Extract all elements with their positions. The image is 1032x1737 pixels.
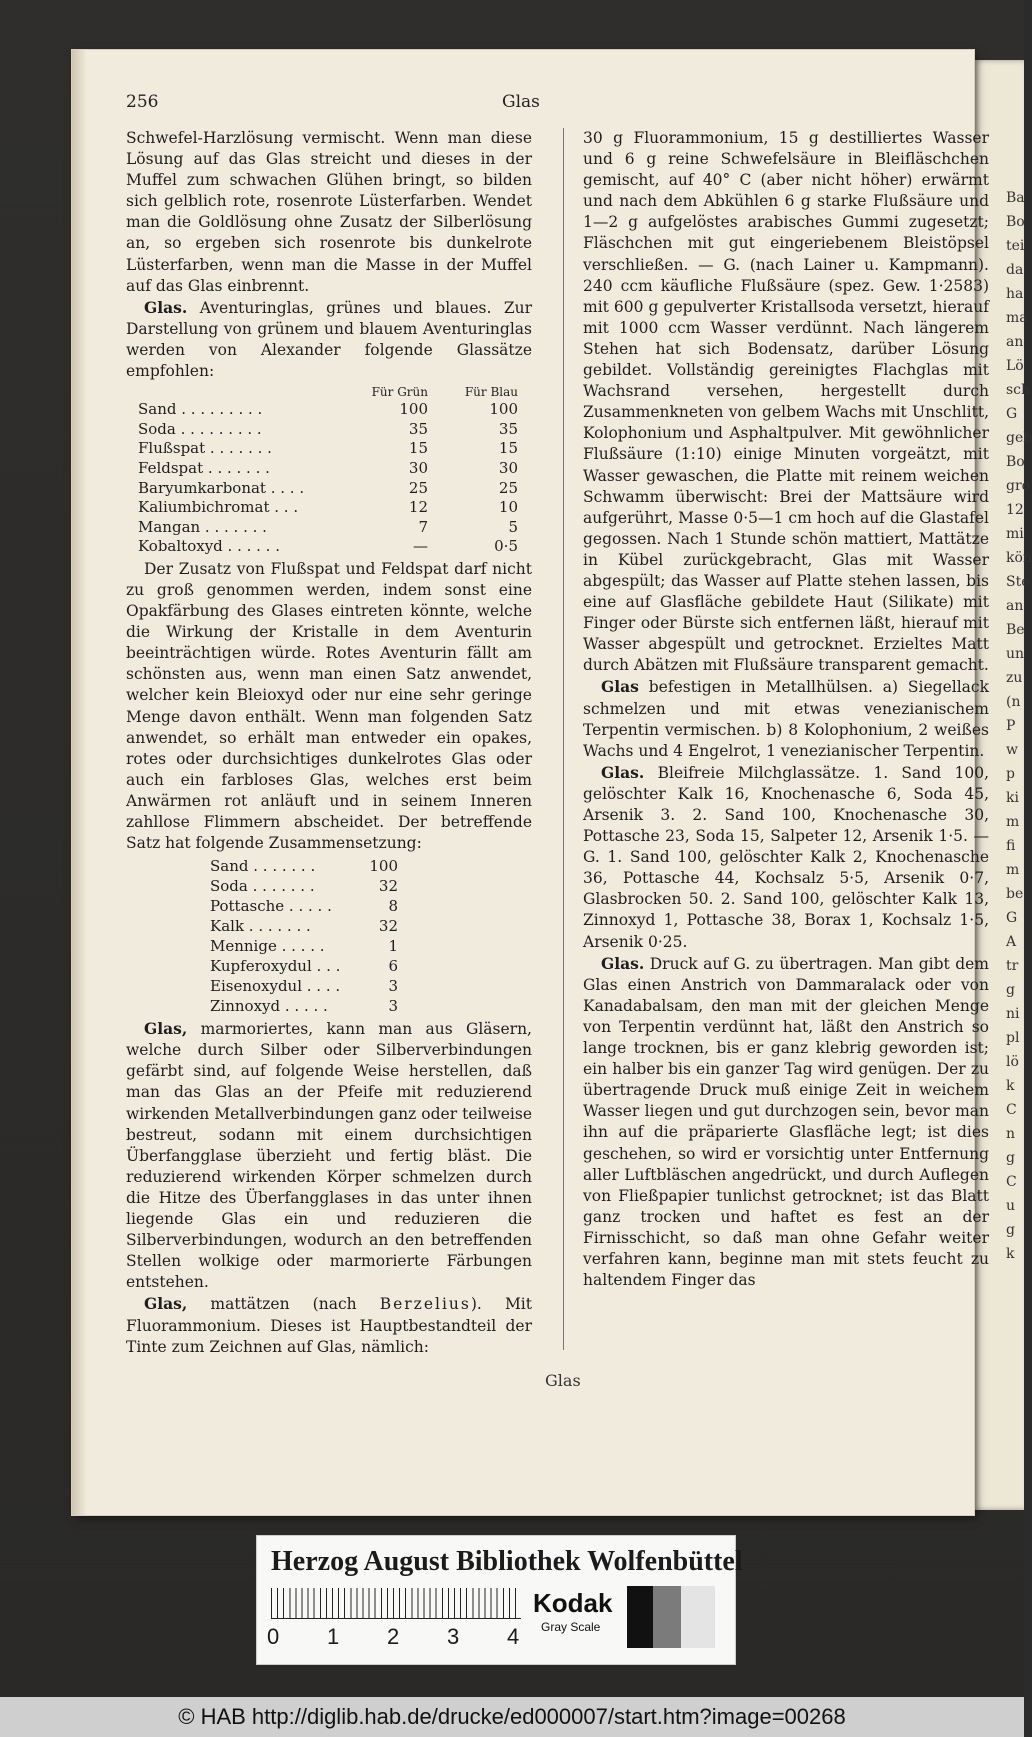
next-page-text-fragment: zu bbox=[1006, 670, 1023, 686]
recipe-row bbox=[138, 479, 518, 499]
next-page-text-fragment: C bbox=[1006, 1174, 1017, 1190]
value-blue: 25 bbox=[498, 478, 518, 497]
left-paragraph-4 bbox=[126, 1018, 532, 1293]
copyright-bar bbox=[0, 1697, 1024, 1737]
red-aventurin-recipe-table bbox=[210, 856, 398, 1016]
next-page-text-fragment: m bbox=[1006, 862, 1020, 878]
recipe-row bbox=[138, 459, 518, 479]
next-page-text-fragment: G bbox=[1006, 406, 1018, 422]
next-page-text-fragment: lö bbox=[1006, 1054, 1019, 1070]
ingredient-amount: 100 bbox=[369, 857, 398, 876]
next-page-text-fragment: G bbox=[1006, 910, 1018, 926]
next-page-text-fragment: un bbox=[1006, 646, 1025, 662]
next-page-text-fragment: g bbox=[1006, 1222, 1015, 1238]
light-swatch bbox=[681, 1586, 715, 1648]
kodak-logo: Kodak bbox=[533, 1588, 613, 1618]
next-page-text-fragment: u bbox=[1006, 1198, 1016, 1214]
color-reference-card bbox=[256, 1535, 743, 1665]
next-page-text-fragment: ha bbox=[1006, 286, 1024, 302]
right-paragraph-2 bbox=[583, 676, 989, 761]
ingredient-name: Mangan . . . . . . . bbox=[138, 517, 267, 536]
ingredient-name: Kupferoxydul . . . bbox=[210, 957, 341, 976]
value-blue: 5 bbox=[508, 517, 518, 536]
next-page-text-fragment: k bbox=[1006, 1246, 1015, 1262]
running-title: Glas bbox=[502, 92, 540, 112]
recipe-row bbox=[210, 856, 398, 876]
next-page-text-fragment: P bbox=[1006, 718, 1016, 734]
recipe-row bbox=[210, 936, 398, 956]
next-page-text-fragment: pl bbox=[1006, 1030, 1020, 1046]
next-page-text-fragment: sch bbox=[1006, 382, 1031, 398]
next-page-text-fragment: Bo bbox=[1006, 454, 1025, 470]
ingredient-name: Kaliumbichromat . . . bbox=[138, 498, 299, 517]
entry-head: Glas. bbox=[601, 953, 645, 973]
value-green: 30 bbox=[408, 458, 428, 477]
entry-text: mattätzen (nach bbox=[187, 1295, 380, 1314]
entry-head: Glas. bbox=[601, 762, 645, 782]
entry-text: marmoriertes, kann man aus Gläsern, welche durch Silber oder Silberverbindungen gefärbt sind, auf folgende Weise herstellen, daß man das Glas an der Pfeife mit reduzierend wirkenden Metallverbindungen ganz oder teilweise bestreut, sodann mit einem durchsichtigen Überfangglase überzieht und fertig bläst. Die reduzierend wirkenden Körper schmelzen durch die Hitze des Überfangglases in das unter ihnen liegende Glas ein und reduzieren die Silberverbindungen, wodurch an den betreffenden Stellen wolkige oder marmorierte Färbungen entstehen. bbox=[126, 1020, 532, 1292]
right-column bbox=[583, 128, 989, 1358]
ingredient-name: Feldspat . . . . . . . bbox=[138, 458, 270, 477]
ruler-number: 1 bbox=[327, 1624, 340, 1649]
next-page-text-fragment: kön bbox=[1006, 550, 1032, 566]
value-green: — bbox=[413, 537, 428, 556]
entry-head: Glas, bbox=[144, 1294, 188, 1314]
ingredient-amount: 1 bbox=[388, 937, 398, 956]
value-green: 35 bbox=[408, 419, 428, 438]
entry-head: Glas. bbox=[144, 297, 188, 317]
next-page-text-fragment: n bbox=[1006, 1126, 1016, 1142]
ingredient-name: Sand . . . . . . . . . bbox=[138, 400, 263, 419]
next-page-text-fragment: be bbox=[1006, 886, 1024, 902]
left-paragraph-2 bbox=[126, 297, 532, 382]
entry-head: Glas, bbox=[144, 1019, 188, 1039]
next-page-text-fragment: Be bbox=[1006, 622, 1025, 638]
next-page-text-fragment: fi bbox=[1006, 838, 1016, 854]
next-page-text-fragment: g bbox=[1006, 982, 1015, 998]
value-green: 100 bbox=[399, 400, 428, 419]
recipe-row bbox=[210, 916, 398, 936]
next-page-text-fragment: g bbox=[1006, 1150, 1015, 1166]
ingredient-name: Pottasche . . . . . bbox=[210, 897, 332, 916]
ingredient-name: Sand . . . . . . . bbox=[210, 857, 316, 876]
next-page-text-fragment: ma bbox=[1006, 310, 1028, 326]
next-page-text-fragment: ni bbox=[1006, 1006, 1020, 1022]
author-name: Berzelius bbox=[379, 1295, 471, 1314]
next-page-text-fragment: an bbox=[1006, 598, 1024, 614]
ingredient-name: Baryumkarbonat . . . . bbox=[138, 478, 305, 497]
aventurin-recipe-table bbox=[138, 384, 518, 557]
page-number: 256 bbox=[126, 92, 159, 112]
next-page-text-fragment: 12 bbox=[1006, 502, 1024, 518]
library-name: Herzog August Bibliothek Wolfenbüttel bbox=[271, 1546, 743, 1577]
next-page-text-fragment: tei bbox=[1006, 238, 1025, 254]
recipe-row bbox=[138, 439, 518, 459]
black-swatch bbox=[627, 1586, 653, 1648]
ingredient-amount: 6 bbox=[388, 957, 398, 976]
ruler-number: 2 bbox=[387, 1624, 400, 1649]
column-divider bbox=[563, 128, 564, 1350]
gray-swatch bbox=[653, 1586, 681, 1648]
next-page-text-fragment: m bbox=[1006, 814, 1020, 830]
next-page-text-fragment: Bo bbox=[1006, 214, 1025, 230]
next-page-text-fragment: Lö bbox=[1006, 358, 1024, 374]
next-page-text-fragment: ki bbox=[1006, 790, 1019, 806]
value-blue: 35 bbox=[498, 419, 518, 438]
recipe-row bbox=[210, 876, 398, 896]
ingredient-name: Mennige . . . . . bbox=[210, 937, 325, 956]
ruler-numbers bbox=[267, 1624, 527, 1654]
right-paragraph-4 bbox=[583, 953, 989, 1292]
value-green: 7 bbox=[418, 517, 428, 536]
recipe-row bbox=[210, 996, 398, 1016]
recipe-row bbox=[138, 537, 518, 557]
next-page-text-fragment: gro bbox=[1006, 478, 1031, 494]
recipe-row bbox=[210, 956, 398, 976]
recipe-row bbox=[210, 976, 398, 996]
next-page-text-fragment: A bbox=[1006, 934, 1017, 950]
recipe-row bbox=[138, 518, 518, 538]
next-page-text-fragment: (n bbox=[1006, 694, 1021, 710]
entry-text: Druck auf G. zu übertragen. Man gibt dem Glas einen Anstrich von Dammaralack oder von Kanadabalsam, den man mit der gleichen Menge von Terpentin verdünnt hat, läßt den Anstrich so lange trocknen, bis er ganz klebrig geworden ist; ein halber bis ein ganzer Tag wird genügen. Der zu übertragende Druck muß einige Zeit in weichem Wasser liegen und gut durchzogen sein, bevor man ihn auf die präparierte Glasfläche legt; ist dies geschehen, so wird er vorsichtig unter Entfernung aller Luftbläschen angedrückt, und durch Auflegen von Fließpapier tunlichst getrocknet; ist das Blatt ganz trocken und haftet es fest an der Firnisschicht, so daß man ohne Gefahr weiter verfahren kann, beginne man mit stets feucht zu haltendem Finger das bbox=[583, 954, 989, 1290]
recipe-row bbox=[138, 420, 518, 440]
copyright-link[interactable]: © HAB http://diglib.hab.de/drucke/ed000007/start.htm?image=00268 bbox=[178, 1704, 846, 1729]
recipe-row bbox=[138, 498, 518, 518]
left-column bbox=[126, 128, 532, 1358]
value-blue: 10 bbox=[498, 498, 518, 517]
entry-head: Glas bbox=[601, 677, 639, 697]
footer-title: Glas bbox=[545, 1371, 581, 1390]
entry-text: Aventuringlas, grünes und blaues. Zur Darstellung von grünem und blauem Aventuringlas werden von Alexander folgende Glassätze empfohlen: bbox=[126, 298, 532, 381]
ingredient-name: Eisenoxydul . . . . bbox=[210, 977, 341, 996]
recipe-row bbox=[138, 400, 518, 420]
ruler bbox=[271, 1588, 521, 1619]
ingredient-name: Kobaltoxyd . . . . . . bbox=[138, 537, 280, 556]
entry-text: befestigen in Metallhülsen. a) Siegellack schmelzen und mit etwas venezianischem Terpentin vermischen. b) 8 Kolophonium, 2 weißes Wachs und 4 Engelrot, 1 venezianischer Terpentin. bbox=[583, 678, 989, 760]
column-header-blue: Für Blau bbox=[464, 385, 518, 400]
ingredient-amount: 3 bbox=[388, 977, 398, 996]
next-page-text-fragment: w bbox=[1006, 742, 1018, 758]
next-page-text-fragment: tr bbox=[1006, 958, 1019, 974]
value-green: 12 bbox=[408, 498, 428, 517]
next-page-text-fragment: da bbox=[1006, 262, 1024, 278]
column-header-green: Für Grün bbox=[371, 385, 428, 400]
entry-text: Bleifreie Milchglassätze. 1. Sand 100, gelöschter Kalk 16, Knochenasche 6, Soda 45, Arsenik 3. 2. Sand 100, Knochenasche 30, Pottasche 23, Soda 15, Salpeter 12, Arsenik 1·5. — G. 1. Sand 100, gelöschter Kalk 2, Knochenasche 36, Pottasche 44, Kochsalz 5·5, Arsenik 0·7, Glasbrocken 50. 2. Sand 100, gelöschter Kalk 13, Zinnoxyd 1, Pottasche 38, Borax 1, Kochsalz 1·5, Arsenik 0·25. bbox=[583, 763, 989, 951]
next-page-text-fragment: geb bbox=[1006, 430, 1032, 446]
page-header bbox=[126, 92, 936, 122]
next-page-text-fragment: k bbox=[1006, 1078, 1015, 1094]
ingredient-name: Flußspat . . . . . . . bbox=[138, 439, 272, 458]
right-paragraph-3 bbox=[583, 762, 989, 953]
ingredient-amount: 3 bbox=[388, 997, 398, 1016]
next-page-text-fragment: Ba bbox=[1006, 190, 1025, 206]
ruler-number: 3 bbox=[447, 1624, 460, 1649]
left-paragraph-1: Schwefel-Harzlösung vermischt. Wenn man diese Lösung auf das Glas streicht und dieses in der Muffel zum schwachen Glühen bringt, so bilden sich gelblich rote, rosenrote Lüsterfarben. Wendet man die Goldlösung ohne Zusatz der Silberlösung an, so ergeben sich rosenrote bis dunkelrote Lüsterfarben, wenn man die Masse in der Muffel auf das Glas einbrennt. bbox=[126, 129, 532, 295]
next-page-text-fragment: p bbox=[1006, 766, 1015, 782]
entry-text: ). Mit Fluorammonium. Dieses ist Hauptbestandteil der Tinte zum Zeichnen auf Glas, nämlich: bbox=[126, 1295, 532, 1356]
next-page-text-fragment: C bbox=[1006, 1102, 1017, 1118]
ingredient-amount: 32 bbox=[378, 877, 398, 896]
left-paragraph-5 bbox=[126, 1293, 532, 1357]
ingredient-name: Zinnoxyd . . . . . bbox=[210, 997, 328, 1016]
value-blue: 0·5 bbox=[494, 537, 518, 556]
ingredient-name: Kalk . . . . . . . bbox=[210, 917, 311, 936]
next-page-text-fragment: an bbox=[1006, 334, 1024, 350]
value-blue: 15 bbox=[498, 439, 518, 458]
next-page-text-fragment: mi bbox=[1006, 526, 1024, 542]
ingredient-name: Soda . . . . . . . bbox=[210, 877, 315, 896]
left-paragraph-3: Der Zusatz von Flußspat und Feldspat darf nicht zu groß genommen werden, indem sonst eine Opakfärbung des Glases eintreten könnte, welche die Wirkung der Kristalle in dem Aventurin beeinträchtigen würde. Rotes Aventurin fällt am schönsten aus, wenn man einen Satz anwendet, welcher kein Bleioxyd oder nur eine sehr geringe Menge davon enthält. Wenn man folgenden Satz anwendet, so erhält man entweder ein opakes, rotes oder durchsichtiges dunkelrotes Glas oder auch ein farbloses Glas, welches erst beim Anwärmen rot anläuft und in seinem Inneren zahllose Flimmern abscheidet. Der betreffende Satz hat folgende Zusammensetzung: bbox=[126, 559, 532, 853]
next-page-text-fragment: Ste bbox=[1006, 574, 1030, 590]
ruler-number: 4 bbox=[507, 1624, 520, 1649]
right-paragraph-1: 30 g Fluorammonium, 15 g destilliertes Wasser und 6 g reine Schwefelsäure in Bleifläschchen gemischt, auf 40° C (aber nicht höher) erwärmt und nach dem Abkühlen 6 g starke Flußsäure und 1—2 g aufgelöstes arabisches Gummi zugesetzt; Fläschchen mit gut eingeriebenem Bleistöpsel verschließen. — G. (nach Lainer u. Kampmann). 240 ccm käufliche Flußsäure (spez. Gew. 1·2583) mit 600 g gepulverter Kristallsoda versetzt, hierauf mit 1000 ccm Wasser verdünnt. Nach längerem Stehen hat sich Bodensatz, darüber Lösung gebildet. Vollständig gereinigtes Flachglas mit Wachsrand versehen, hergestellt durch Zusammenkneten von gelbem Wachs mit Unschlitt, Kolophonium und Asphaltpulver. Mit gewöhnlicher Flußsäure (1:10) einige Minuten vorgeätzt, mit Wasser gewaschen, die Platte mit reinem weichen Schwamm überwischt: Brei der Mattsäure wird aufgerührt, Masse 0·5—1 cm hoch auf die Glastafel gegossen. Nach 1 Stunde schön mattiert, Mattätze in Kübel zurückgebracht, Glas mit Wasser abgespült; das Wasser auf Platte stehen lassen, bis eine auf Glasfläche gebildete Haut (Silikate) mit Finger oder Bürste sich entfernen läßt, hierauf mit Wasser abgespült und getrocknet. Erzieltes Matt durch Abätzen mit Flußsäure transparent gemacht. bbox=[583, 129, 989, 675]
ingredient-name: Soda . . . . . . . . . bbox=[138, 419, 262, 438]
value-blue: 100 bbox=[489, 400, 518, 419]
gray-scale-label: Gray Scale bbox=[541, 1620, 601, 1634]
value-green: 15 bbox=[408, 439, 428, 458]
value-blue: 30 bbox=[498, 458, 518, 477]
recipe-row bbox=[210, 896, 398, 916]
ingredient-amount: 8 bbox=[388, 897, 398, 916]
ingredient-amount: 32 bbox=[378, 917, 398, 936]
ruler-number: 0 bbox=[267, 1624, 280, 1649]
value-green: 25 bbox=[408, 478, 428, 497]
